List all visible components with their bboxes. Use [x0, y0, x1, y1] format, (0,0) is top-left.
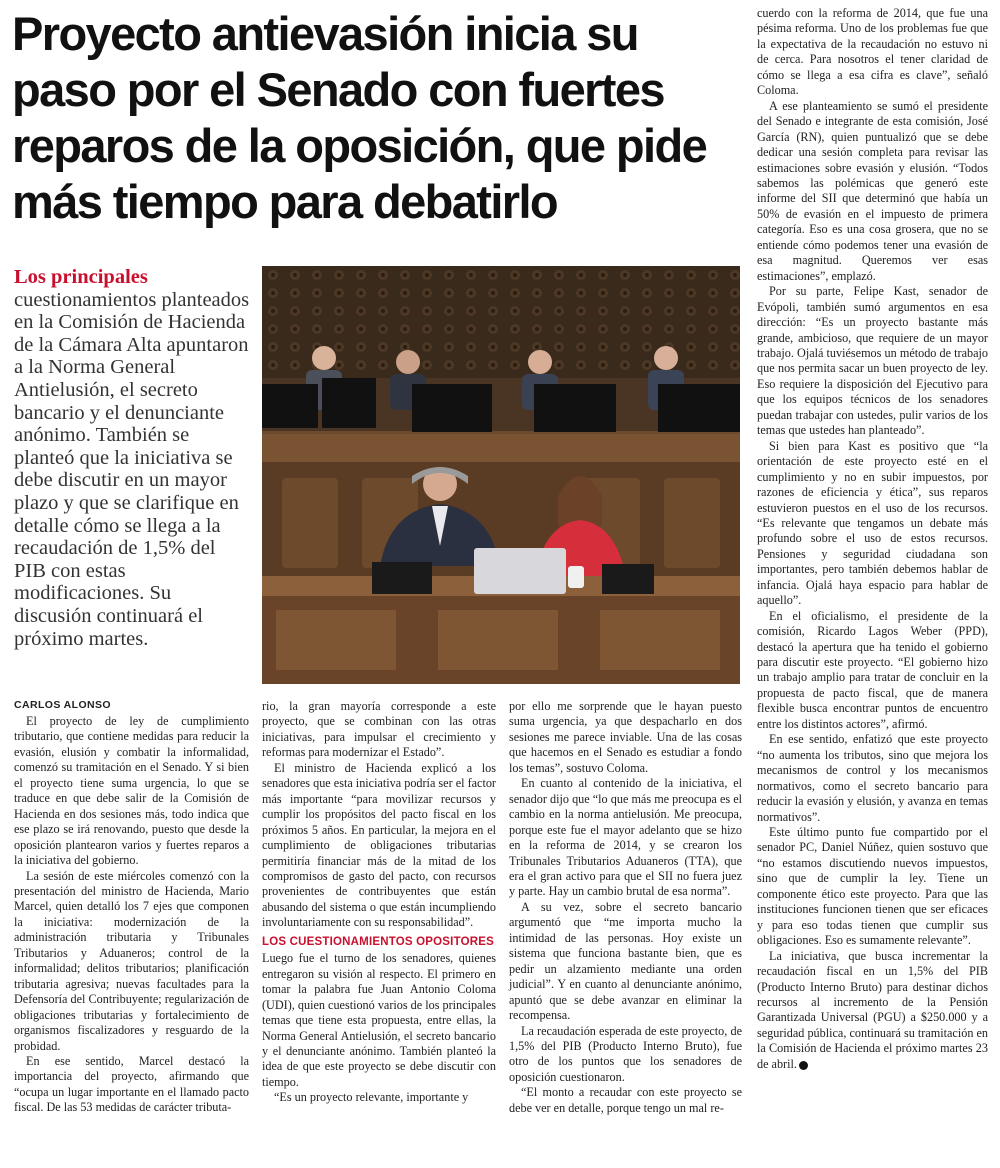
paragraph: El ministro de Hacienda explicó a los senadores que esta iniciativa podría ser el factor más importante “para movilizar recursos y cumplir los propósitos del pacto fiscal en los próximos 5 años. En particular, la mejora en el cumplimiento de obligaciones tributarias permitiría financiar más de la mitad de los compromisos de gasto del pacto, con recursos provenientes de contribuyentes que están abusando del sistema o que están incumpliendo involuntariamente con su responsabilidad”. — [262, 760, 496, 930]
paragraph: “Es un proyecto relevante, importante y — [274, 1090, 469, 1105]
paragraph: En ese sentido, Marcel destacó la importancia del proyecto, afirmando que “ocupa un lugar importante en el llamado pacto fiscal. De las 53 medidas de carácter tributa- — [14, 1053, 249, 1115]
paragraph: La sesión de este miércoles comenzó con la presentación del ministro de Hacienda, Mario Marcel, quien detalló los 7 ejes que componen la iniciativa: modernización de la administración tributaria y Tribunales Tributarios y Aduaneros; control de la informalidad; delitos tributarios; planificación tributaria agresiva; nuevas facultades para la Defensoría del Contribuyente; regularización de obligaciones tributarias y fortalecimiento de organismos fiscalizadores y resguardo de la probidad. — [14, 868, 249, 1053]
paragraph: En cuanto al contenido de la iniciativa, el senador dijo que “lo que más me preocupa es el cambio en la norma antielusión. Me preocupa, porque este fue el mayor adelanto que se hizo en la reforma de 2014, y se crearon los Tribunales Tributarios Aduaneros (TTA), que era el gran activo para que el SII no fuera juez y parte. Hay un cambio brutal de esa norma”. — [509, 776, 742, 899]
lead-paragraph — [14, 266, 252, 650]
byline: CARLOS ALONSO — [14, 699, 111, 711]
paragraph: Luego fue el turno de los senadores, quienes entregaron su visión al respecto. El primero en tomar la palabra fue Juan Antonio Coloma (UDI), quien cuestionó varios de los principales temas que tiene esta propuesta, entre ellas, la Norma General Antielusión, el secreto bancario y el denunciante anónimo. También planteó la idea de que este proyecto se debe discutir con tiempo. — [262, 951, 496, 1089]
article-column-3 — [509, 699, 742, 1116]
paragraph: La recaudación esperada de este proyecto, de 1,5% del PIB (Producto Interno Bruto), fue otro de los puntos que los senadores de oposición cuestionaron. — [509, 1023, 742, 1084]
section-subheading: LOS CUESTIONAMIENTOS OPOSITORES — [262, 935, 494, 948]
article-column-1 — [14, 714, 249, 1116]
senate-commission-photo — [262, 266, 740, 684]
lead-kicker: Los principales — [14, 266, 148, 288]
paragraph: El proyecto de ley de cumplimiento tributario, que contiene medidas para reducir la evasión, elusión y combatir la informalidad, comenzó su tramitación en el Senado. Y si bien el proyecto tiene suma urgencia, lo que se traduce en que debe salir de la Comisión de Hacienda en dos sesiones más, todo indica que ese plazo se irá renovando, puesto que desde la oposición plantearon varios y fuertes reparos a la iniciativa del gobierno. — [14, 714, 249, 868]
paragraph: A su vez, sobre el secreto bancario argumentó que “me importa mucho la intimidad de las personas. Hoy existe un sistema que funciona bastante bien, que es pedir un alzamiento mediante una orden judicial”. Y en cuanto al denunciante anónimo, apuntó que se debe avanzar en eliminar la recompensa. — [509, 899, 742, 1023]
paragraph: En ese sentido, enfatizó que este proyecto “no aumenta los tributos, sino que mejora los mecanismos de control y los mecanismos normativos, como el secreto bancario para reducir la evasión y elusión, y avanza en temas normativos”. — [757, 732, 988, 824]
article-column-4 — [757, 6, 988, 1072]
paragraph: por ello me sorprende que le hayan puesto suma urgencia, ya que despacharlo en dos sesiones me parece inviable. Una de las cosas que hacemos en el Senado es estudiar a fondo los temas”, sostuvo Coloma. — [509, 699, 742, 775]
paragraph: A ese planteamiento se sumó el presidente del Senado e integrante de esta comisión, José García (RN), quien puntualizó que se debe dedicar una sesión completa para revisar las estimaciones sobre evasión y elusión. “Todos sabemos las polémicas que generó este informe del SII que determinó que había un 50% de evasión en el impuesto de primera categoría. Eso es una cosa grosera, que no se entiende cómo podemos tener una evasión de esa magnitud. Queremos ver esas estimaciones”, emplazó. — [757, 98, 988, 283]
paragraph: Este último punto fue compartido por el senador PC, Daniel Núñez, quien sostuvo que “no estamos discutiendo nuevos impuestos, sino que de cumplir la ley. Tiene un componente ético este proyecto. Para que las instituciones funcionen tienen que ser eficaces y para eso todas tienen que cumplir sus obligaciones. Eso es sumamente relevante”. — [757, 825, 988, 948]
paragraph: Si bien para Kast es positivo que “la orientación de este proyecto esté en el cumplimiento y no en subir impuestos, por razones de eficiencia y ética”, sus reparos estuvieron puestos en el uso de los recursos. “Es relevante que tengamos un debate más profundo sobre el uso de estos recursos. Pensiones y seguridad ciudadana son importantes, pero también debemos hablar de infancia. Ojalá haya espacio para hablar de aquello”. — [757, 438, 988, 608]
paragraph — [757, 949, 988, 1073]
final-paragraph-text: La iniciativa, que busca incrementar la recaudación fiscal en un 1,5% del PIB (Producto Interno Bruto) para destinar dichos recursos al incremento de la Pensión Garantizada Universal (PGU) a $250.000 y a seguridad pública, continuará su tramitación en la Comisión de Hacienda el próximo martes 23 de abril. — [757, 948, 988, 1071]
paragraph: “El monto a recaudar con este proyecto se debe ver en detalle, porque tengo un mal re- — [509, 1085, 742, 1115]
paragraph: rio, la gran mayoría corresponde a este proyecto, que se combinan con las otras iniciativas, para impulsar el crecimiento y reformas para modernizar el Estado”. — [262, 699, 496, 760]
headline: Proyecto antievasión inicia su paso por el Senado con fuertes reparos de la oposición, que pide más tiempo para debatirlo — [12, 7, 707, 228]
end-of-article-icon — [799, 1061, 808, 1070]
article-column-2 — [262, 699, 496, 1106]
paragraph: En el oficialismo, el presidente de la comisión, Ricardo Lagos Weber (PPD), destacó la apertura que ha tenido el gobierno para discutir este proyecto. “El gobierno hizo un trabajo amplio para tratar de concluir en la propuesta de pacto fiscal, que de manera flexible busca encontrar puntos de encuentro entre los distintos actores”, afirmó. — [757, 608, 988, 731]
lead-text: cuestionamientos planteados en la Comisión de Hacienda de la Cámara Alta apuntaron a la Norma General Antielusión, el secreto bancario y el denunciante anónimo. También se planteó que la iniciativa se debe discutir en un mayor plazo y que se clarifique en detalle cómo se llega a la recaudación de 1,5% del PIB con estas modificaciones. Su discusión continuará el próximo martes. — [14, 288, 250, 650]
paragraph: Por su parte, Felipe Kast, senador de Evópoli, también sumó argumentos en esa dirección: “Es un proyecto bastante más grande, ambicioso, que requiere de un mayor trabajo. Ojalá tuviésemos un método de trabajo que nos permita sacar un buen proyecto de ley. Eso requiere la disposición del Ejecutivo para que los equipos técnicos de los senadores puedan trabajar con ustedes, pulir varios de los temas que ustedes han planteado”. — [757, 284, 988, 438]
paragraph: cuerdo con la reforma de 2014, que fue una pésima reforma. Uno de los problemas fue que la expectativa de la recaudación no estuvo ni de cerca. Para nosotros el tener claridad de cómo se llega a esa cifra es clave”, señaló Coloma. — [757, 6, 988, 98]
